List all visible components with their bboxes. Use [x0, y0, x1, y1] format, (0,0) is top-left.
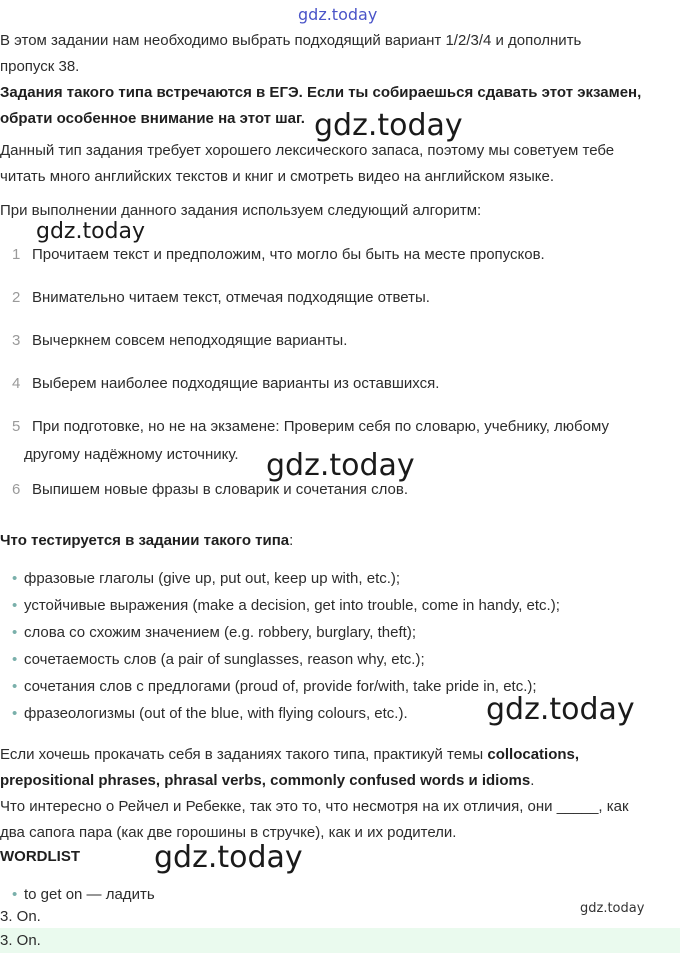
bullet-icon: •: [12, 624, 18, 641]
tested-item: [12, 647, 425, 673]
step-text: Прочитаем текст и предположим, что могло бы быть на месте пропусков.: [32, 246, 545, 263]
intro-line: В этом задании нам необходимо выбрать подходящий вариант 1/2/3/4 и дополнить: [0, 32, 582, 49]
tested-item: [12, 701, 408, 727]
answer-highlight: [0, 928, 680, 953]
step-item: [12, 285, 430, 311]
answer-text: 3. On.: [0, 932, 41, 949]
step-text: Выпишем новые фразы в словарик и сочетания слов.: [32, 481, 408, 498]
tested-item-text: фразовые глаголы (give up, put out, keep up with, etc.);: [24, 570, 401, 587]
step-item: [12, 477, 408, 503]
bullet-icon: •: [12, 651, 18, 668]
tested-heading-colon: :: [289, 532, 294, 549]
step-number: 5: [12, 418, 21, 435]
question-line: Что интересно о Рейчел и Ребекке, так это то, что несмотря на их отличия, они _____, как: [0, 798, 629, 815]
practice-topics: collocations,: [487, 746, 580, 763]
bullet-icon: •: [12, 678, 18, 695]
tested-item: [12, 566, 400, 592]
step-number: 3: [12, 332, 21, 349]
advice-paragraph: [0, 138, 676, 190]
practice-paragraph: [0, 742, 676, 794]
step-text: При подготовке, но не на экзамене: Проверим себя по словарю, учебнику, любому: [32, 418, 609, 435]
algorithm-intro: [0, 198, 676, 224]
watermark: gdz.today: [314, 108, 463, 143]
tested-item-text: сочетания слов с предлогами (proud of, provide for/with, take pride in, etc.);: [24, 678, 537, 695]
tested-item-text: фразеологизмы (out of the blue, with flying colours, etc.).: [24, 705, 408, 722]
tested-item: [12, 620, 416, 646]
tested-item-text: устойчивые выражения (make a decision, get into trouble, come in handy, etc.);: [24, 597, 560, 614]
step-text: Вычеркнем совсем неподходящие варианты.: [32, 332, 348, 349]
bullet-icon: •: [12, 886, 18, 903]
step-number: 4: [12, 375, 21, 392]
question-paragraph: [0, 794, 676, 846]
bullet-icon: •: [12, 705, 18, 722]
tested-heading: [0, 528, 676, 554]
watermark: gdz.today: [154, 840, 303, 875]
step-text: Внимательно читаем текст, отмечая подходящие ответы.: [32, 289, 430, 306]
exam-note-line: обрати особенное внимание на этот шаг.: [0, 110, 305, 127]
wordlist-item-text: to get on — ладить: [24, 886, 155, 903]
advice-line: Данный тип задания требует хорошего лексического запаса, поэтому мы советуем тебе: [0, 142, 615, 159]
answer-line: 3. On.: [0, 908, 41, 925]
wordlist-heading: [0, 844, 676, 870]
step-text-continued: другому надёжному источнику.: [24, 446, 239, 463]
bullet-icon: •: [12, 597, 18, 614]
intro-paragraph: [0, 28, 676, 80]
watermark: gdz.today: [36, 219, 146, 244]
step-item: [12, 328, 347, 354]
practice-topics: prepositional phrases, phrasal verbs, commonly confused words и idioms: [0, 772, 531, 789]
tested-heading-text: Что тестируется в задании такого типа: [0, 532, 290, 549]
tested-item: [12, 674, 537, 700]
wordlist-heading-text: WORDLIST: [0, 848, 80, 865]
practice-dot: .: [530, 772, 535, 789]
algorithm-intro-text: При выполнении данного задания используем следующий алгоритм:: [0, 202, 482, 219]
bullet-icon: •: [12, 570, 18, 587]
practice-text: Если хочешь прокачать себя в заданиях такого типа, практикуй темы: [0, 746, 488, 763]
exam-note: [0, 80, 676, 132]
step-number: 6: [12, 481, 21, 498]
tested-item-text: сочетаемость слов (a pair of sunglasses, reason why, etc.);: [24, 651, 425, 668]
step-number: 1: [12, 246, 21, 263]
step-number: 2: [12, 289, 21, 306]
watermark: gdz.today: [486, 692, 635, 727]
intro-line: пропуск 38.: [0, 58, 80, 75]
step-item: [12, 414, 609, 440]
step-item: [12, 242, 545, 268]
question-line: два сапога пара (как две горошины в стручке), как и их родители.: [0, 824, 457, 841]
advice-line: читать много английских текстов и книг и смотреть видео на английском языке.: [0, 168, 554, 185]
watermark: gdz.today: [266, 448, 415, 483]
exam-note-line: Задания такого типа встречаются в ЕГЭ. Если ты собираешься сдавать этот экзамен,: [0, 84, 642, 101]
watermark-top: gdz.today: [298, 5, 378, 24]
tested-item-text: слова со схожим значением (e.g. robbery, burglary, theft);: [24, 624, 416, 641]
watermark: gdz.today: [580, 901, 645, 916]
step-item: [12, 371, 439, 397]
step-text: Выберем наиболее подходящие варианты из оставшихся.: [32, 375, 440, 392]
tested-item: [12, 593, 560, 619]
